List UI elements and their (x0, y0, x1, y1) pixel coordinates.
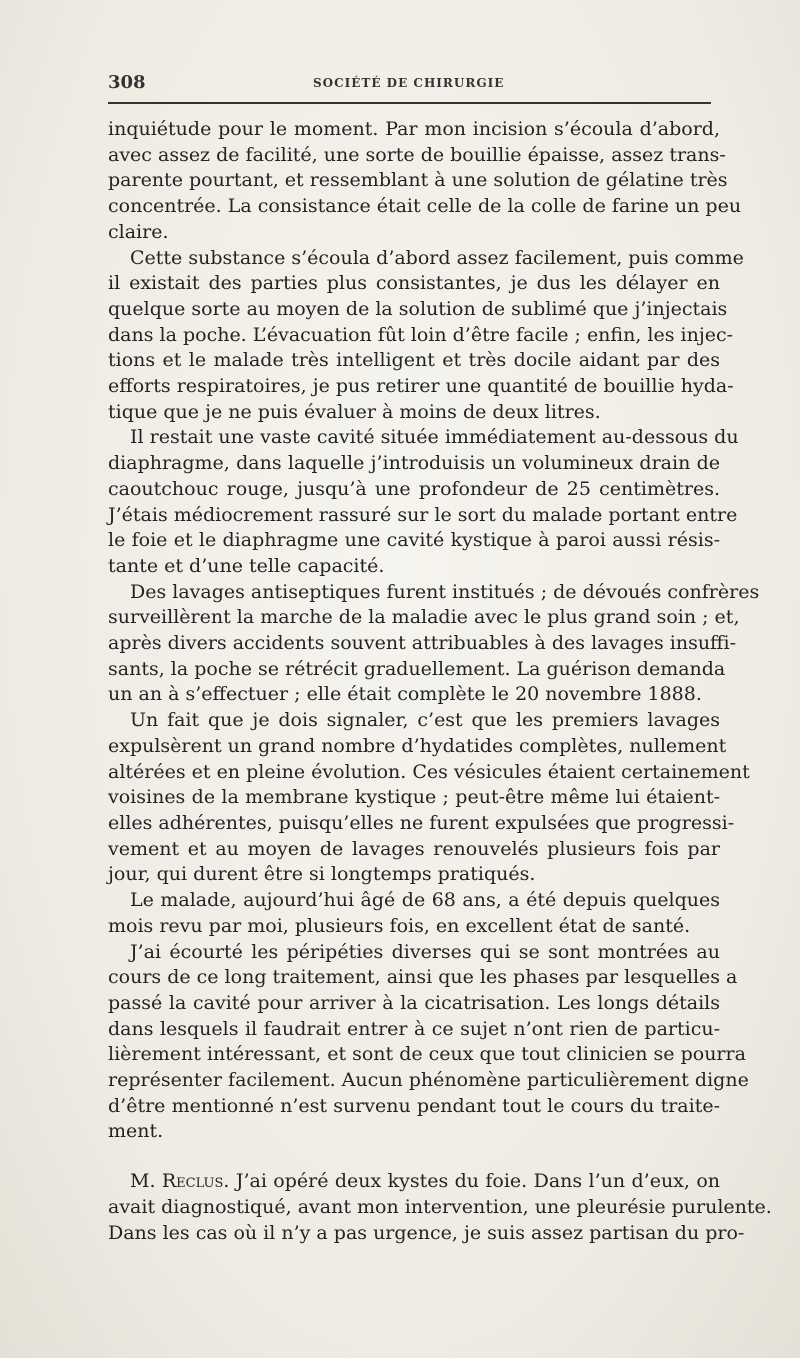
text-line: efforts respiratoires, je pus retirer une quantité de bouillie hyda- (108, 375, 734, 398)
text-line: ment. (108, 1120, 164, 1143)
text-line: inquiétude pour le moment. Par mon incision s’écoula d’abord, (108, 118, 720, 140)
text-line: sants, la poche se rétrécit graduellement. La guérison demanda (108, 657, 726, 680)
text-line: Il restait une vaste cavité située immédiatement au-dessous du (130, 426, 739, 449)
text-line: un an à s’effectuer ; elle était complète le 20 novembre 1888. (108, 683, 702, 706)
text-line: lièrement intéressant, et sont de ceux que tout clinicien se pourra (108, 1043, 746, 1066)
text-line: Cette substance s’écoula d’abord assez facilement, puis comme (130, 246, 744, 269)
running-title: SOCIÉTÉ DE CHIRURGIE (313, 76, 505, 90)
page-header (108, 72, 711, 94)
text-line: cours de ce long traitement, ainsi que les phases par lesquelles a (108, 966, 738, 989)
text-line: diaphragme, dans laquelle j’introduisis un volumineux drain de (108, 452, 720, 475)
text-line: mois revu par moi, plusieurs fois, en excellent état de santé. (108, 914, 691, 937)
body-text (108, 117, 772, 1246)
text-line: jour, qui durent être si longtemps pratiqués. (108, 863, 536, 886)
speaker-name: M. Reclus. (130, 1170, 230, 1193)
text-line: avait diagnostiqué, avant mon intervention, une pleurésie purulente. (108, 1195, 772, 1218)
text-line: dans la poche. L’évacuation fût loin d’être facile ; enfin, les injec- (108, 323, 734, 346)
text-line: expulsèrent un grand nombre d’hydatides complètes, nullement (108, 734, 727, 757)
text-line: parente pourtant, et ressemblant à une solution de gélatine très (108, 169, 728, 192)
text-line: d’être mentionné n’est survenu pendant tout le cours du traite- (108, 1094, 720, 1117)
discussion-first-line (108, 1169, 720, 1195)
text-line: tique que je ne puis évaluer à moins de deux litres. (108, 400, 601, 423)
text-line: avec assez de facilité, une sorte de bouillie épaisse, assez trans- (108, 143, 726, 166)
text-line: tions et le malade très intelligent et très docile aidant par des (108, 349, 720, 372)
text-line: il existait des parties plus consistantes, je dus les délayer en (108, 272, 720, 295)
text-line: Le malade, aujourd’hui âgé de 68 ans, a été depuis quelques (130, 889, 720, 912)
page-number: 308 (108, 72, 146, 93)
text-line: elles adhérentes, puisqu’elles ne furent expulsées que progressi- (108, 811, 735, 834)
text-line: représenter facilement. Aucun phénomène particulièrement digne (108, 1069, 749, 1092)
discussion-text: J’ai opéré deux kystes du foie. Dans l’un d’eux, on (229, 1170, 720, 1193)
text-line: caoutchouc rouge, jusqu’à une profondeur de 25 centimètres. (108, 477, 720, 500)
text-line: concentrée. La consistance était celle de la colle de farine un peu (108, 195, 742, 218)
text-line: claire. (108, 220, 169, 243)
text-line: après divers accidents souvent attribuables à des lavages insuffi- (108, 632, 737, 655)
text-line: voisines de la membrane kystique ; peut-être même lui étaient- (108, 786, 720, 809)
text-line: Des lavages antiseptiques furent institués ; de dévoués confrères (130, 580, 760, 603)
text-line: quelque sorte au moyen de la solution de sublimé que j’injectais (108, 297, 728, 320)
text-line: Un fait que je dois signaler, c’est que les premiers lavages (130, 709, 720, 732)
text-line: tante et d’une telle capacité. (108, 554, 385, 577)
text-line: dans lesquels il faudrait entrer à ce sujet n’ont rien de particu- (108, 1017, 720, 1040)
text-line: J’étais médiocrement rassuré sur le sort du malade portant entre (108, 503, 738, 526)
text-line: Dans les cas où il n’y a pas urgence, je suis assez partisan du pro- (108, 1221, 745, 1244)
header-rule (108, 102, 711, 104)
text-line: passé la cavité pour arriver à la cicatrisation. Les longs détails (108, 991, 720, 1014)
text-line: vement et au moyen de lavages renouvelés plusieurs fois par (108, 837, 720, 860)
text-line: J’ai écourté les péripéties diverses qui se sont montrées au (130, 940, 720, 963)
text-line: le foie et le diaphragme une cavité kystique à paroi aussi résis- (108, 529, 720, 552)
text-line: altérées et en pleine évolution. Ces vésicules étaient certainement (108, 760, 750, 783)
text-line: surveillèrent la marche de la maladie avec le plus grand soin ; et, (108, 606, 740, 629)
